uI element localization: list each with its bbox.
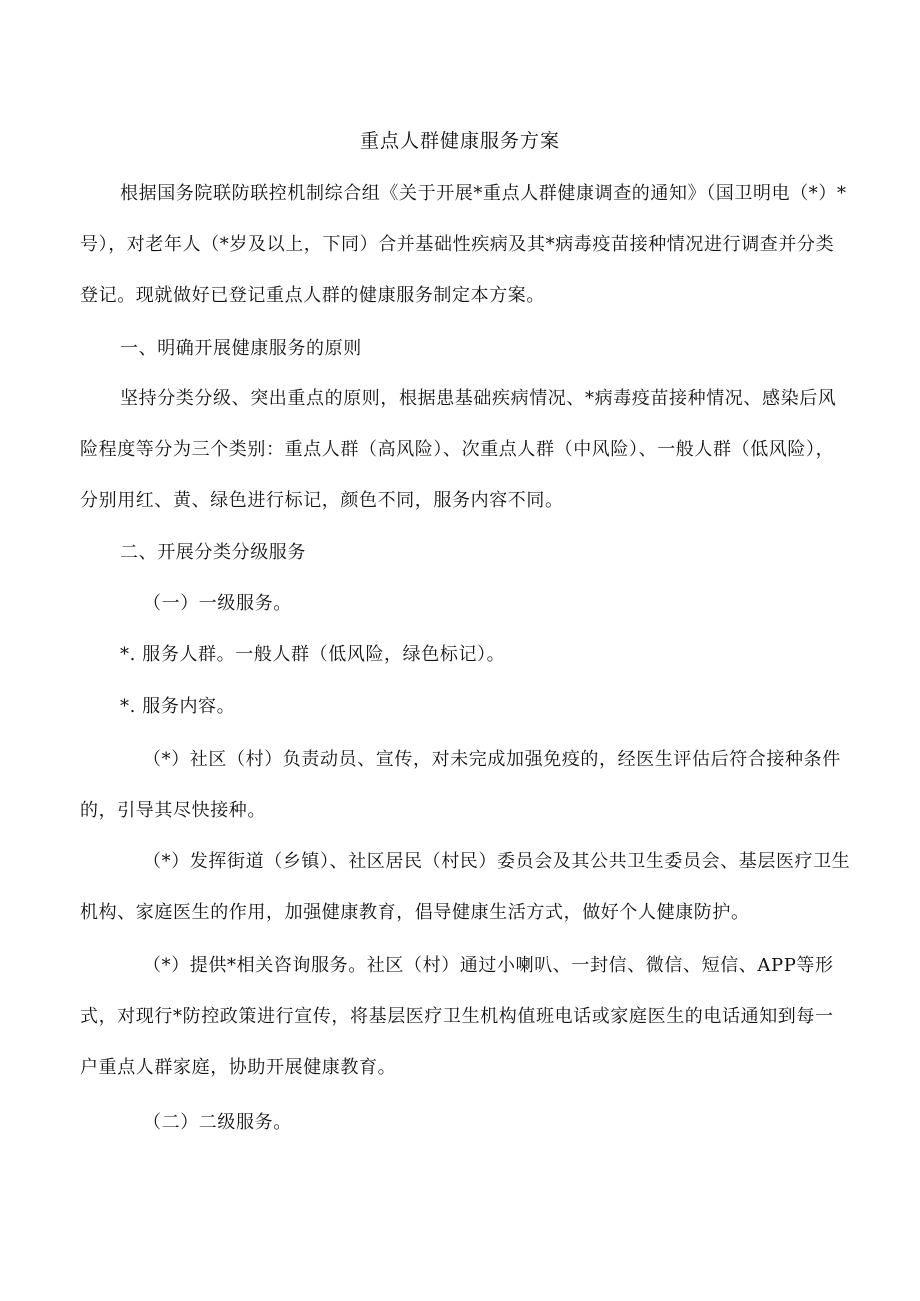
section1-paragraph: 坚持分类分级、突出重点的原则，根据患基础疾病情况、*病毒疫苗接种情况、感染后风险程度等分为三个类别：重点人群（高风险）、次重点人群（中风险）、一般人群（低风险），分别用红、黄、绿色进行标记，颜色不同，服务内容不同。 bbox=[80, 388, 837, 511]
section2-heading: 二、开展分类分级服务 bbox=[120, 542, 306, 563]
service-content-line: *. 服务内容。 bbox=[120, 696, 236, 717]
item-2-paragraph: （*）发挥街道（乡镇）、社区居民（村民）委员会及其公共卫生委员会、基层医疗卫生机构、家庭医生的作用，加强健康教育，倡导健康生活方式，做好个人健康防护。 bbox=[80, 851, 851, 923]
level1-heading: （一）一级服务。 bbox=[143, 593, 292, 614]
service-target-line: *. 服务人群。一般人群（低风险，绿色标记）。 bbox=[120, 644, 506, 665]
level2-heading: （二）二级服务。 bbox=[143, 1112, 292, 1133]
item-3-paragraph: （*）提供*相关咨询服务。社区（村）通过小喇叭、一封信、微信、短信、APP等形式，对现行*防控政策进行宣传，将基层医疗卫生机构值班电话或家庭医生的电话通知到每一户重点人群家庭，协助开展健康教育。 bbox=[80, 955, 834, 1078]
intro-paragraph: 根据国务院联防联控机制综合组《关于开展*重点人群健康调查的通知》（国卫明电（*）*号），对老年人（*岁及以上，下同）合并基础性疾病及其*病毒疫苗接种情况进行调查并分类登记。现就做好已登记重点人群的健康服务制定本方案。 bbox=[80, 183, 847, 306]
section1-heading: 一、明确开展健康服务的原则 bbox=[120, 338, 362, 359]
item-1-paragraph: （*）社区（村）负责动员、宣传，对未完成加强免疫的，经医生评估后符合接种条件的，引导其尽快接种。 bbox=[80, 749, 841, 821]
document-title: 重点人群健康服务方案 bbox=[359, 130, 560, 152]
